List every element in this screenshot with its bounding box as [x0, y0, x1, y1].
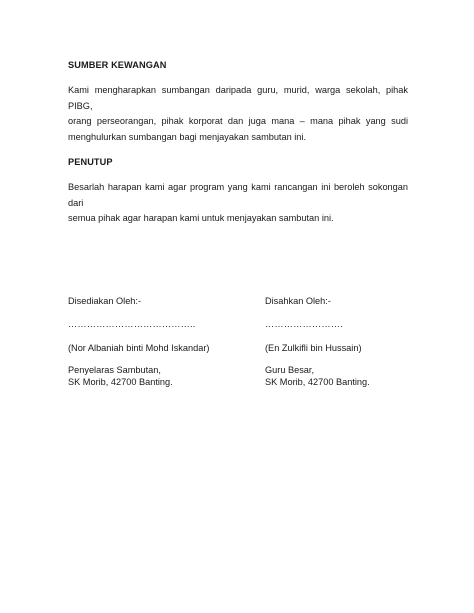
- prepared-by-school: SK Morib, 42700 Banting.: [68, 377, 173, 387]
- sumber-line-3: menghulurkan sumbangan bagi menjayakan sambutan ini.: [68, 131, 307, 142]
- approved-by-role: Guru Besar,: [265, 365, 315, 375]
- penutup-line-2: semua pihak agar harapan kami untuk menjayakan sambutan ini.: [68, 213, 334, 223]
- penutup-line-1: Besarlah harapan kami agar program yang kami rancangan ini beroleh sokongan dari: [68, 182, 408, 208]
- approved-by-school: SK Morib, 42700 Banting.: [265, 377, 370, 387]
- sumber-line-1: Kami mengharapkan sumbangan daripada guru, murid, warga sekolah, pihak PIBG,: [68, 85, 408, 111]
- sumber-line-2: orang perseorangan, pihak korporat dan juga mana – mana pihak yang sudi: [68, 116, 408, 126]
- penutup-paragraph: [68, 180, 408, 227]
- prepared-by-role: Penyelaras Sambutan,: [68, 365, 161, 375]
- sumber-kewangan-heading: SUMBER KEWANGAN: [68, 60, 167, 70]
- prepared-by-signature-line: …………………………………..: [68, 319, 196, 329]
- prepared-by-label: Disediakan Oleh:-: [68, 296, 142, 306]
- penutup-heading: PENUTUP: [68, 157, 113, 167]
- approved-by-signature-line: …………………….: [265, 319, 343, 329]
- prepared-by-name: (Nor Albaniah binti Mohd Iskandar): [68, 343, 210, 353]
- approved-by-name: (En Zulkifli bin Hussain): [265, 343, 362, 353]
- sumber-kewangan-paragraph: [68, 83, 408, 145]
- approved-by-label: Disahkan Oleh:-: [265, 296, 331, 306]
